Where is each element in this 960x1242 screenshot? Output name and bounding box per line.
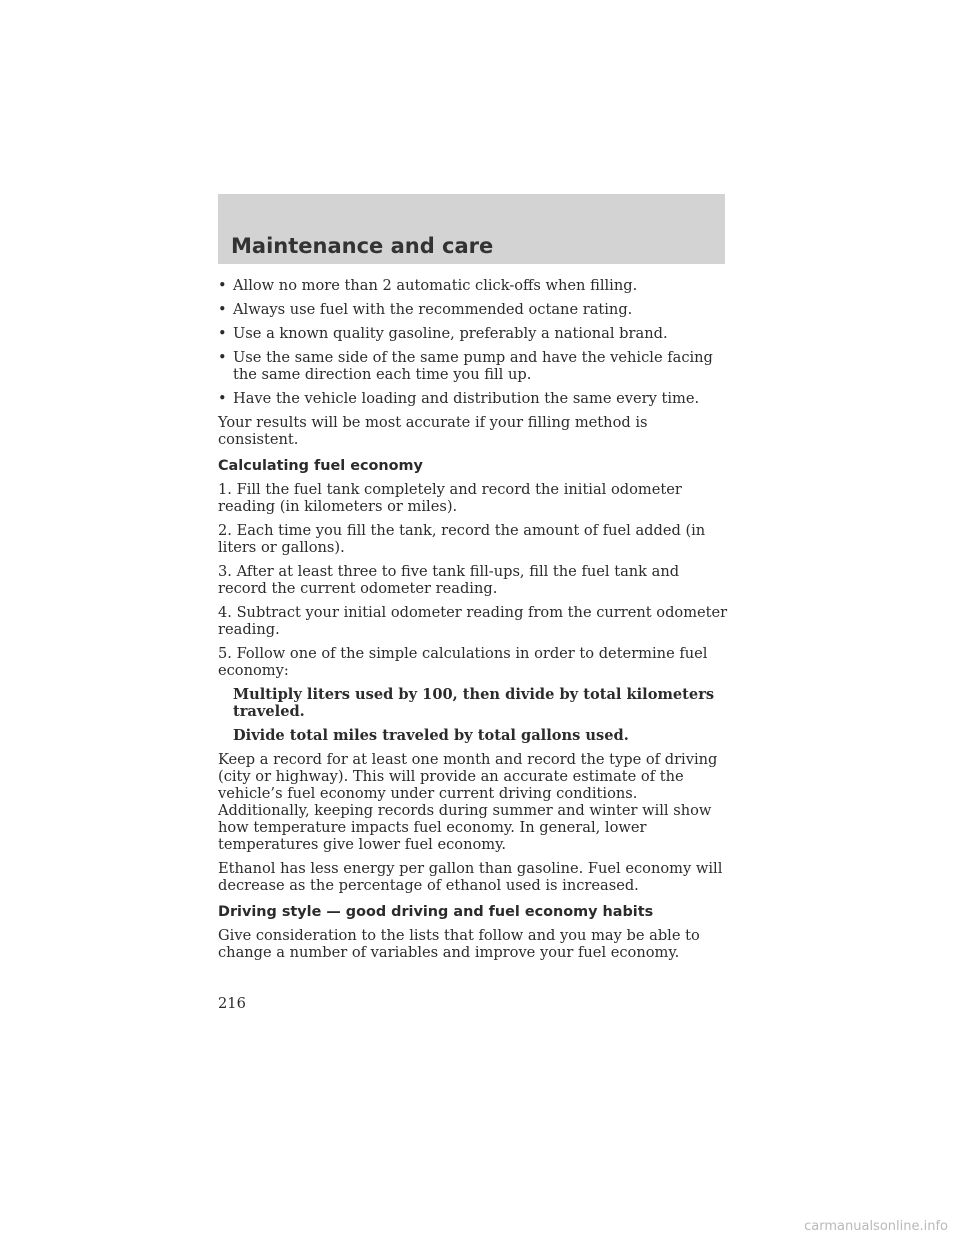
calc-step: 3. After at least three to five tank fill-ups, fill the fuel tank and record the current odometer reading.	[218, 563, 680, 597]
record-keeping-paragraph: Keep a record for at least one month and record the type of driving (city or highway). This will provide an accurate estimate of the vehicle’s fuel economy under current driving conditions. Additionally, keeping records during summer and winter will show how temperature impacts fuel economy. In general, lower temperatures give lower fuel economy.	[218, 751, 718, 853]
bullet-icon: •	[218, 390, 227, 407]
bullet-icon: •	[218, 301, 227, 318]
section-title: Maintenance and care	[231, 234, 494, 258]
formula-metric: Multiply liters used by 100, then divide by total kilometers traveled.	[233, 686, 715, 720]
calc-step: 5. Follow one of the simple calculations in order to determine fuel economy:	[218, 645, 708, 679]
calc-step: 2. Each time you fill the tank, record the amount of fuel added (in liters or gallons).	[218, 522, 706, 556]
bullet-icon: •	[218, 277, 227, 294]
tips-bullet-list	[218, 277, 728, 407]
ethanol-paragraph: Ethanol has less energy per gallon than gasoline. Fuel economy will decrease as the percentage of ethanol used is increased.	[218, 860, 723, 894]
driving-style-intro: Give consideration to the lists that follow and you may be able to change a number of variables and improve your fuel economy.	[218, 927, 700, 961]
bullet-icon: •	[218, 349, 227, 366]
formula-us: Divide total miles traveled by total gallons used.	[233, 727, 629, 744]
section-header-band	[218, 194, 725, 264]
page-number: 216	[218, 995, 246, 1012]
calc-step: 4. Subtract your initial odometer reading from the current odometer reading.	[218, 604, 728, 638]
driving-style-heading: Driving style — good driving and fuel economy habits	[218, 904, 654, 920]
list-item: • Always use fuel with the recommended octane rating.	[218, 301, 633, 318]
calculating-fuel-economy-heading: Calculating fuel economy	[218, 458, 423, 474]
calc-step: 1. Fill the fuel tank completely and record the initial odometer reading (in kilometers or miles).	[218, 481, 682, 515]
list-item: • Allow no more than 2 automatic click-offs when filling.	[218, 277, 638, 294]
list-item: • Use the same side of the same pump and have the vehicle facing the same direction each time you fill up.	[218, 349, 713, 383]
bullet-icon: •	[218, 325, 227, 342]
filling-consistency-note: Your results will be most accurate if your filling method is consistent.	[218, 414, 648, 448]
list-item: • Use a known quality gasoline, preferably a national brand.	[218, 325, 668, 342]
page-content	[218, 277, 728, 968]
watermark-text: carmanualsonline.info	[804, 1219, 948, 1234]
list-item: • Have the vehicle loading and distribution the same every time.	[218, 390, 700, 407]
